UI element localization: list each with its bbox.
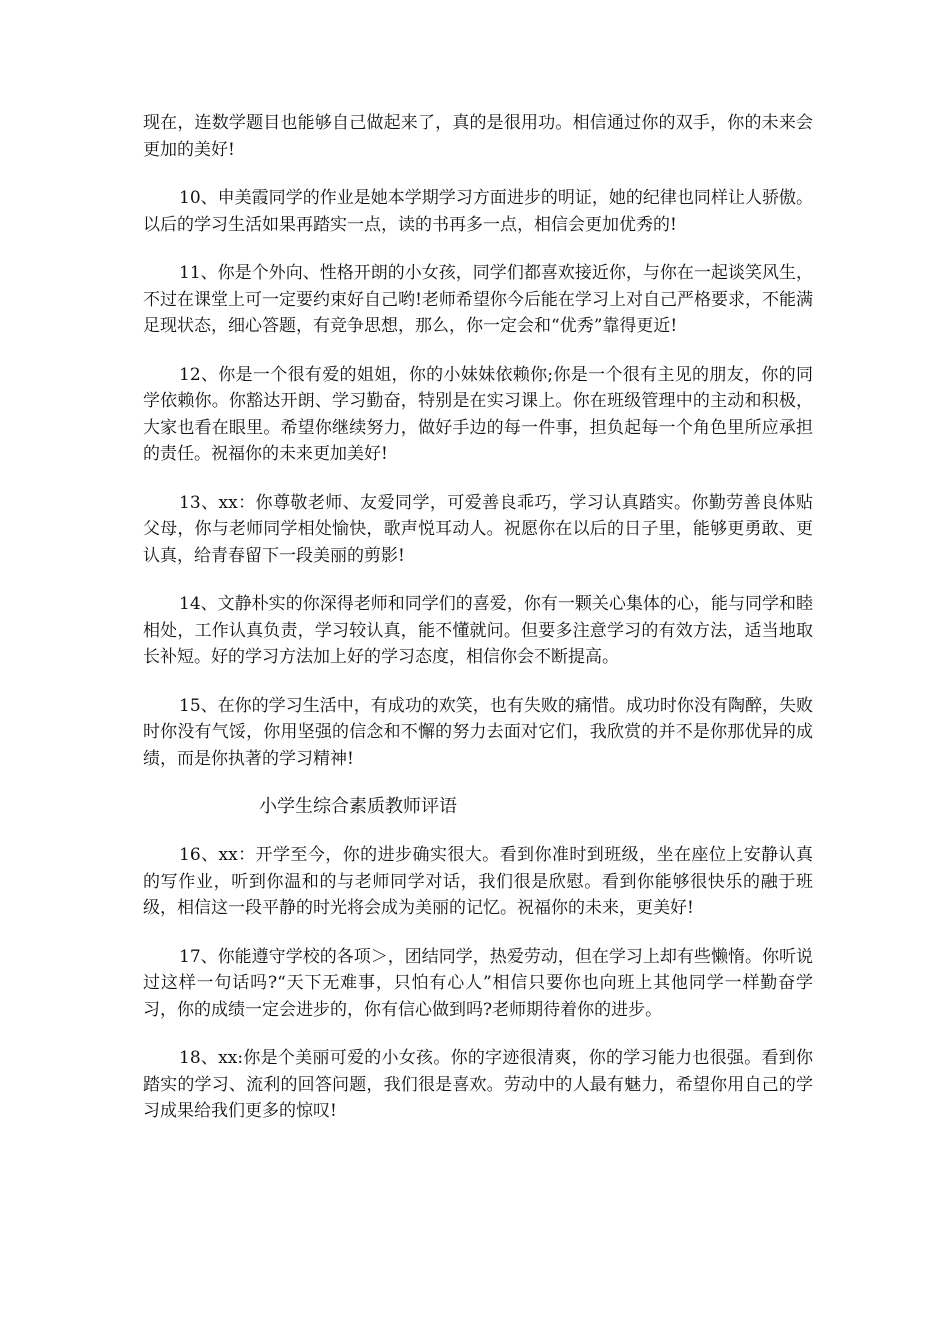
paragraph-comment-13: 13、xx：你尊敬老师、友爱同学，可爱善良乖巧，学习认真踏实。你勤劳善良体贴父母，你与老师同学相处愉快，歌声悦耳动人。祝愿你在以后的日子里，能够更勇敢、更认真，给青春留下一段美丽的剪影! <box>143 492 813 566</box>
paragraph-comment-14: 14、文静朴实的你深得老师和同学们的喜爱，你有一颗关心集体的心，能与同学和睦相处，工作认真负责，学习较认真，能不懂就问。但要多注意学习的有效方法，适当地取长补短。好的学习方法加上好的学习态度，相信你会不断提高。 <box>143 594 813 667</box>
paragraph-comment-18: 18、xx:你是个美丽可爱的小女孩。你的字迹很清爽，你的学习能力也很强。看到你踏实的学习、流利的回答问题，我们很是喜欢。劳动中的人最有魅力，希望你用自己的学习成果给我们更多的惊叹! <box>143 1048 813 1121</box>
section-title: 小学生综合素质教师评语 <box>259 796 457 817</box>
document-body <box>143 110 813 1147</box>
paragraph-continued: 现在，连数学题目也能够自己做起来了，真的是很用功。相信通过你的双手，你的未来会更加的美好! <box>143 113 813 160</box>
paragraph-comment-17: 17、你能遵守学校的各项＞，团结同学，热爱劳动，但在学习上却有些懒惰。你听说过这样一句话吗?“天下无难事，只怕有心人”相信只要你也向班上其他同学一样勤奋学习，你的成绩一定会进步的，你有信心做到吗?老师期待着你的进步。 <box>143 946 813 1020</box>
paragraph-comment-15: 15、在你的学习生活中，有成功的欢笑，也有失败的痛惜。成功时你没有陶醉，失败时你没有气馁，你用坚强的信念和不懈的努力去面对它们，我欣赏的并不是你那优异的成绩，而是你执著的学习精神! <box>143 695 813 769</box>
paragraph-comment-11: 11、你是个外向、性格开朗的小女孩，同学们都喜欢接近你，与你在一起谈笑风生，不过在课堂上可一定要约束好自己哟!老师希望你今后能在学习上对自己严格要求，不能满足现状态，细心答题，有竞争思想，那么，你一定会和“优秀”靠得更近! <box>143 263 813 336</box>
paragraph-comment-12: 12、你是一个很有爱的姐姐，你的小妹妹依赖你;你是一个很有主见的朋友，你的同学依赖你。你豁达开朗、学习勤奋，特别是在实习课上。你在班级管理中的主动和积极，大家也看在眼里。希望你继续努力，做好手边的每一件事，担负起每一个角色里所应承担的责任。祝福你的未来更加美好! <box>143 364 813 464</box>
paragraph-comment-10: 10、申美霞同学的作业是她本学期学习方面进步的明证，她的纪律也同样让人骄傲。以后的学习生活如果再踏实一点，读的书再多一点，相信会更加优秀的! <box>143 188 813 235</box>
paragraph-comment-16: 16、xx：开学至今，你的进步确实很大。看到你准时到班级，坐在座位上安静认真的写作业，听到你温和的与老师同学对话，我们很是欣慰。看到你能够很快乐的融于班级，相信这一段平静的时光将会成为美丽的记忆。祝福你的未来，更美好! <box>143 845 813 918</box>
